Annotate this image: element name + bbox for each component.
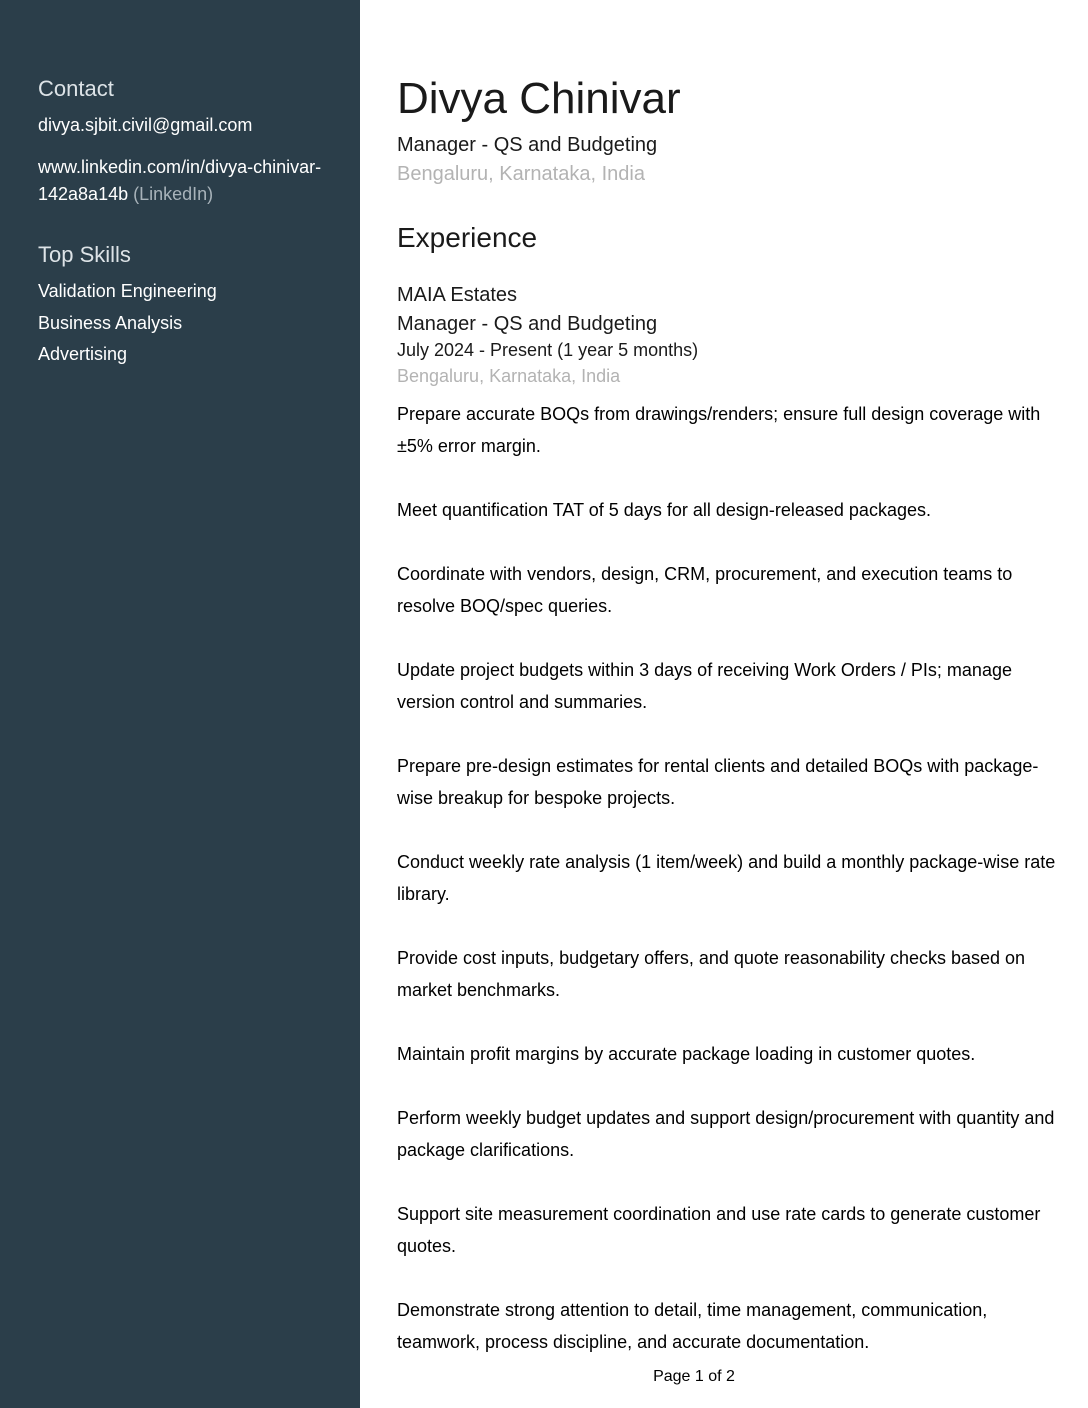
job-description-item: Prepare pre-design estimates for rental clients and detailed BOQs with package-wise breakup for bespoke projects. xyxy=(397,756,1039,808)
linkedin-label: (LinkedIn) xyxy=(133,184,214,204)
job-description-item: Perform weekly budget updates and support design/procurement with quantity and package clarifications. xyxy=(397,1108,1055,1160)
job-description-item: Conduct weekly rate analysis (1 item/week) and build a monthly package-wise rate library. xyxy=(397,852,1056,904)
email-link[interactable]: divya.sjbit.civil@gmail.com xyxy=(38,115,253,135)
skill-item: Advertising xyxy=(38,344,128,364)
job-description-item: Support site measurement coordination and use rate cards to generate customer quotes. xyxy=(397,1204,1041,1256)
skill-item: Business Analysis xyxy=(38,313,183,333)
top-skills-heading: Top Skills xyxy=(38,242,131,267)
job-title: Manager - QS and Budgeting xyxy=(397,313,658,335)
profile-name: Divya Chinivar xyxy=(397,74,681,123)
sidebar xyxy=(0,0,360,1408)
job-description-item: Maintain profit margins by accurate package loading in customer quotes. xyxy=(397,1044,976,1064)
job-dates: July 2024 - Present (1 year 5 months) xyxy=(397,340,699,360)
job-description-item: Update project budgets within 3 days of receiving Work Orders / PIs; manage version control and summaries. xyxy=(397,660,1012,712)
profile-location: Bengaluru, Karnataka, India xyxy=(397,163,645,185)
job-description-item: Provide cost inputs, budgetary offers, and quote reasonability checks based on market benchmarks. xyxy=(397,948,1026,1000)
page-number: Page 1 of 2 xyxy=(653,1368,735,1385)
linkedin-link[interactable]: www.linkedin.com/in/divya-chinivar-142a8a14b xyxy=(38,157,322,204)
job-description-item: Prepare accurate BOQs from drawings/renders; ensure full design coverage with ±5% error margin. xyxy=(397,404,1041,456)
company-name: MAIA Estates xyxy=(397,284,518,306)
job-description xyxy=(397,398,1057,1390)
linkedin-block xyxy=(38,154,338,208)
contact-heading: Contact xyxy=(38,76,114,101)
profile-headline: Manager - QS and Budgeting xyxy=(397,134,658,156)
job-description-item: Meet quantification TAT of 5 days for all design-released packages. xyxy=(397,500,931,520)
job-location: Bengaluru, Karnataka, India xyxy=(397,366,621,386)
job-description-item: Demonstrate strong attention to detail, time management, communication, teamwork, process discipline, and accurate documentation. xyxy=(397,1300,988,1352)
skill-item: Validation Engineering xyxy=(38,281,217,301)
job-description-item: Coordinate with vendors, design, CRM, procurement, and execution teams to resolve BOQ/spec queries. xyxy=(397,564,1013,616)
experience-heading: Experience xyxy=(397,222,538,253)
